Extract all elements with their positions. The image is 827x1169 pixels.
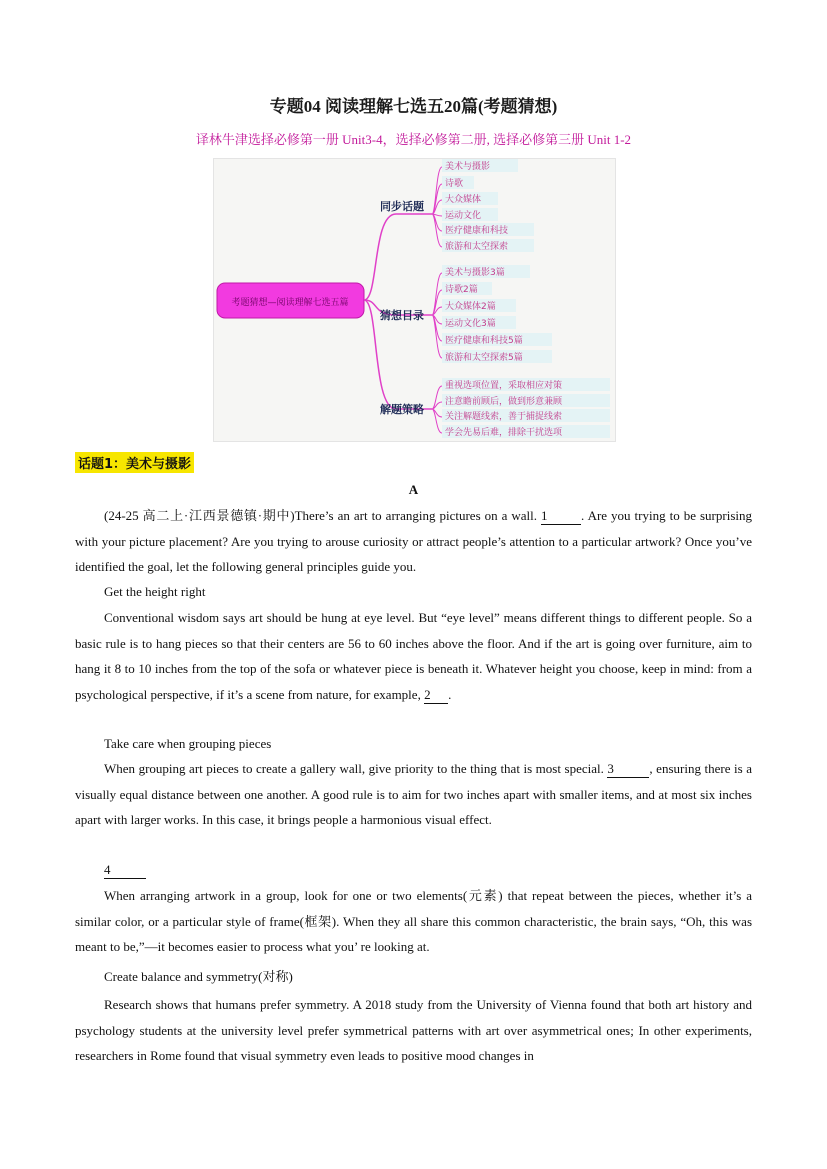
paragraph-2 [75,605,752,707]
mind-map-item: 重视选项位置，采取相应对策 [445,381,563,391]
mind-map-item: 旅游和太空探索 [445,242,509,252]
mind-map-item: 大众媒体2篇 [445,302,496,312]
paragraph-text: Conventional wisdom says art should be hung at eye level. But “eye level” means different things to different people. So a basic rule is to hang pieces so that their centers are 56 to 60 inches above the floor. And if the art is going over furniture, aim to hang it 8 to 10 inches from the top of the sofa or whatever piece is beneath it. Whatever height you choose, keep in mind: from a psychological perspective, if it’s a scene from nature, for example, [75,610,752,702]
mind-map-item: 诗歌 [445,179,464,189]
paragraph-text: When grouping art pieces to create a gallery wall, give priority to the thing that is most special. [104,761,608,776]
mind-map-branch-label: 解题策略 [380,403,424,416]
mind-map-item: 运动文化 [445,211,482,221]
mind-map-item: 旅游和太空探索5篇 [445,353,523,363]
mind-map [213,158,616,442]
mind-map-item: 诗歌2篇 [445,285,478,295]
paragraph-1 [75,503,752,580]
blank-4-line [75,857,752,883]
blank-4[interactable]: 4 [104,862,146,879]
blank-1[interactable]: 1 [541,508,581,525]
paragraph-3 [75,756,752,833]
mind-map-item: 美术与摄影3篇 [445,268,505,278]
mind-map-branch-label: 猜想目录 [380,309,424,322]
paragraph-text: (24-25 高二上·江西景德镇·期中)There’s an art to arranging pictures on a wall. [104,508,542,523]
section-heading: Take care when grouping pieces [104,736,272,751]
paragraph-5: Research shows that humans prefer symmetry. A 2018 study from the University of Vienna found that both art history and psychology students at the university level prefer symmetrical patterns with art over asymmetrical ones; In other experiments, researchers in Rome found that visual symmetry even leads to positive mood changes in [75,997,752,1063]
topic-heading: 话题1：美术与摄影 [75,452,194,473]
page-title: 专题04 阅读理解七选五20篇(考题猜想) [269,97,558,116]
blank-2[interactable]: 2 [424,687,448,704]
mind-map-item: 美术与摄影 [445,162,491,172]
mind-map-item: 医疗健康和科技 [445,226,509,236]
paragraph-text: . [448,686,452,702]
page-subtitle: 译林牛津选择必修第一册 Unit3-4，选择必修第二册, 选择必修第三册 Unit 1-2 [195,132,632,147]
mind-map-item: 关注解题线索，善于捕捉线索 [445,412,563,422]
mind-map-item: 注意瞻前顾后，做到形意兼顾 [445,397,563,407]
mind-map-root-text: 考题猜想—阅读理解七选五篇 [231,298,349,308]
mind-map-diagram [214,159,615,441]
section-heading: Create balance and symmetry(对称) [104,969,293,984]
mind-map-item: 学会先易后难，排除干扰选项 [445,428,563,438]
paragraph-text: , ensuring there is a visually equal distance between one another. A good rule is to aim for two inches apart with smaller items, and at most six inches apart with larger works. In this case, it brings people a harmonious visual effect. [75,761,752,827]
mind-map-item: 运动文化3篇 [445,319,496,329]
paragraph-text: . Are you trying to be surprising with your picture placement? Are you trying to arouse curiosity or attract people’s attention to a particular artwork? Once you’ve identified the goal, let the following general principles guide you. [75,508,752,574]
mind-map-branch-label: 同步话题 [380,200,424,213]
mind-map-item: 医疗健康和科技5篇 [445,336,523,346]
mind-map-item: 大众媒体 [445,195,482,205]
paragraph-4: When arranging artwork in a group, look for one or two elements(元素) that repeat between the pieces, whether it’s a similar color, or a particular style of frame(框架). When they all share this common characteristic, the brain says, “Oh, this was meant to be,”—it becomes easier to process what you’ re looking at. [75,888,752,954]
passage-letter: A [408,482,419,497]
section-heading: Get the height right [104,584,206,599]
blank-3[interactable]: 3 [607,761,649,778]
